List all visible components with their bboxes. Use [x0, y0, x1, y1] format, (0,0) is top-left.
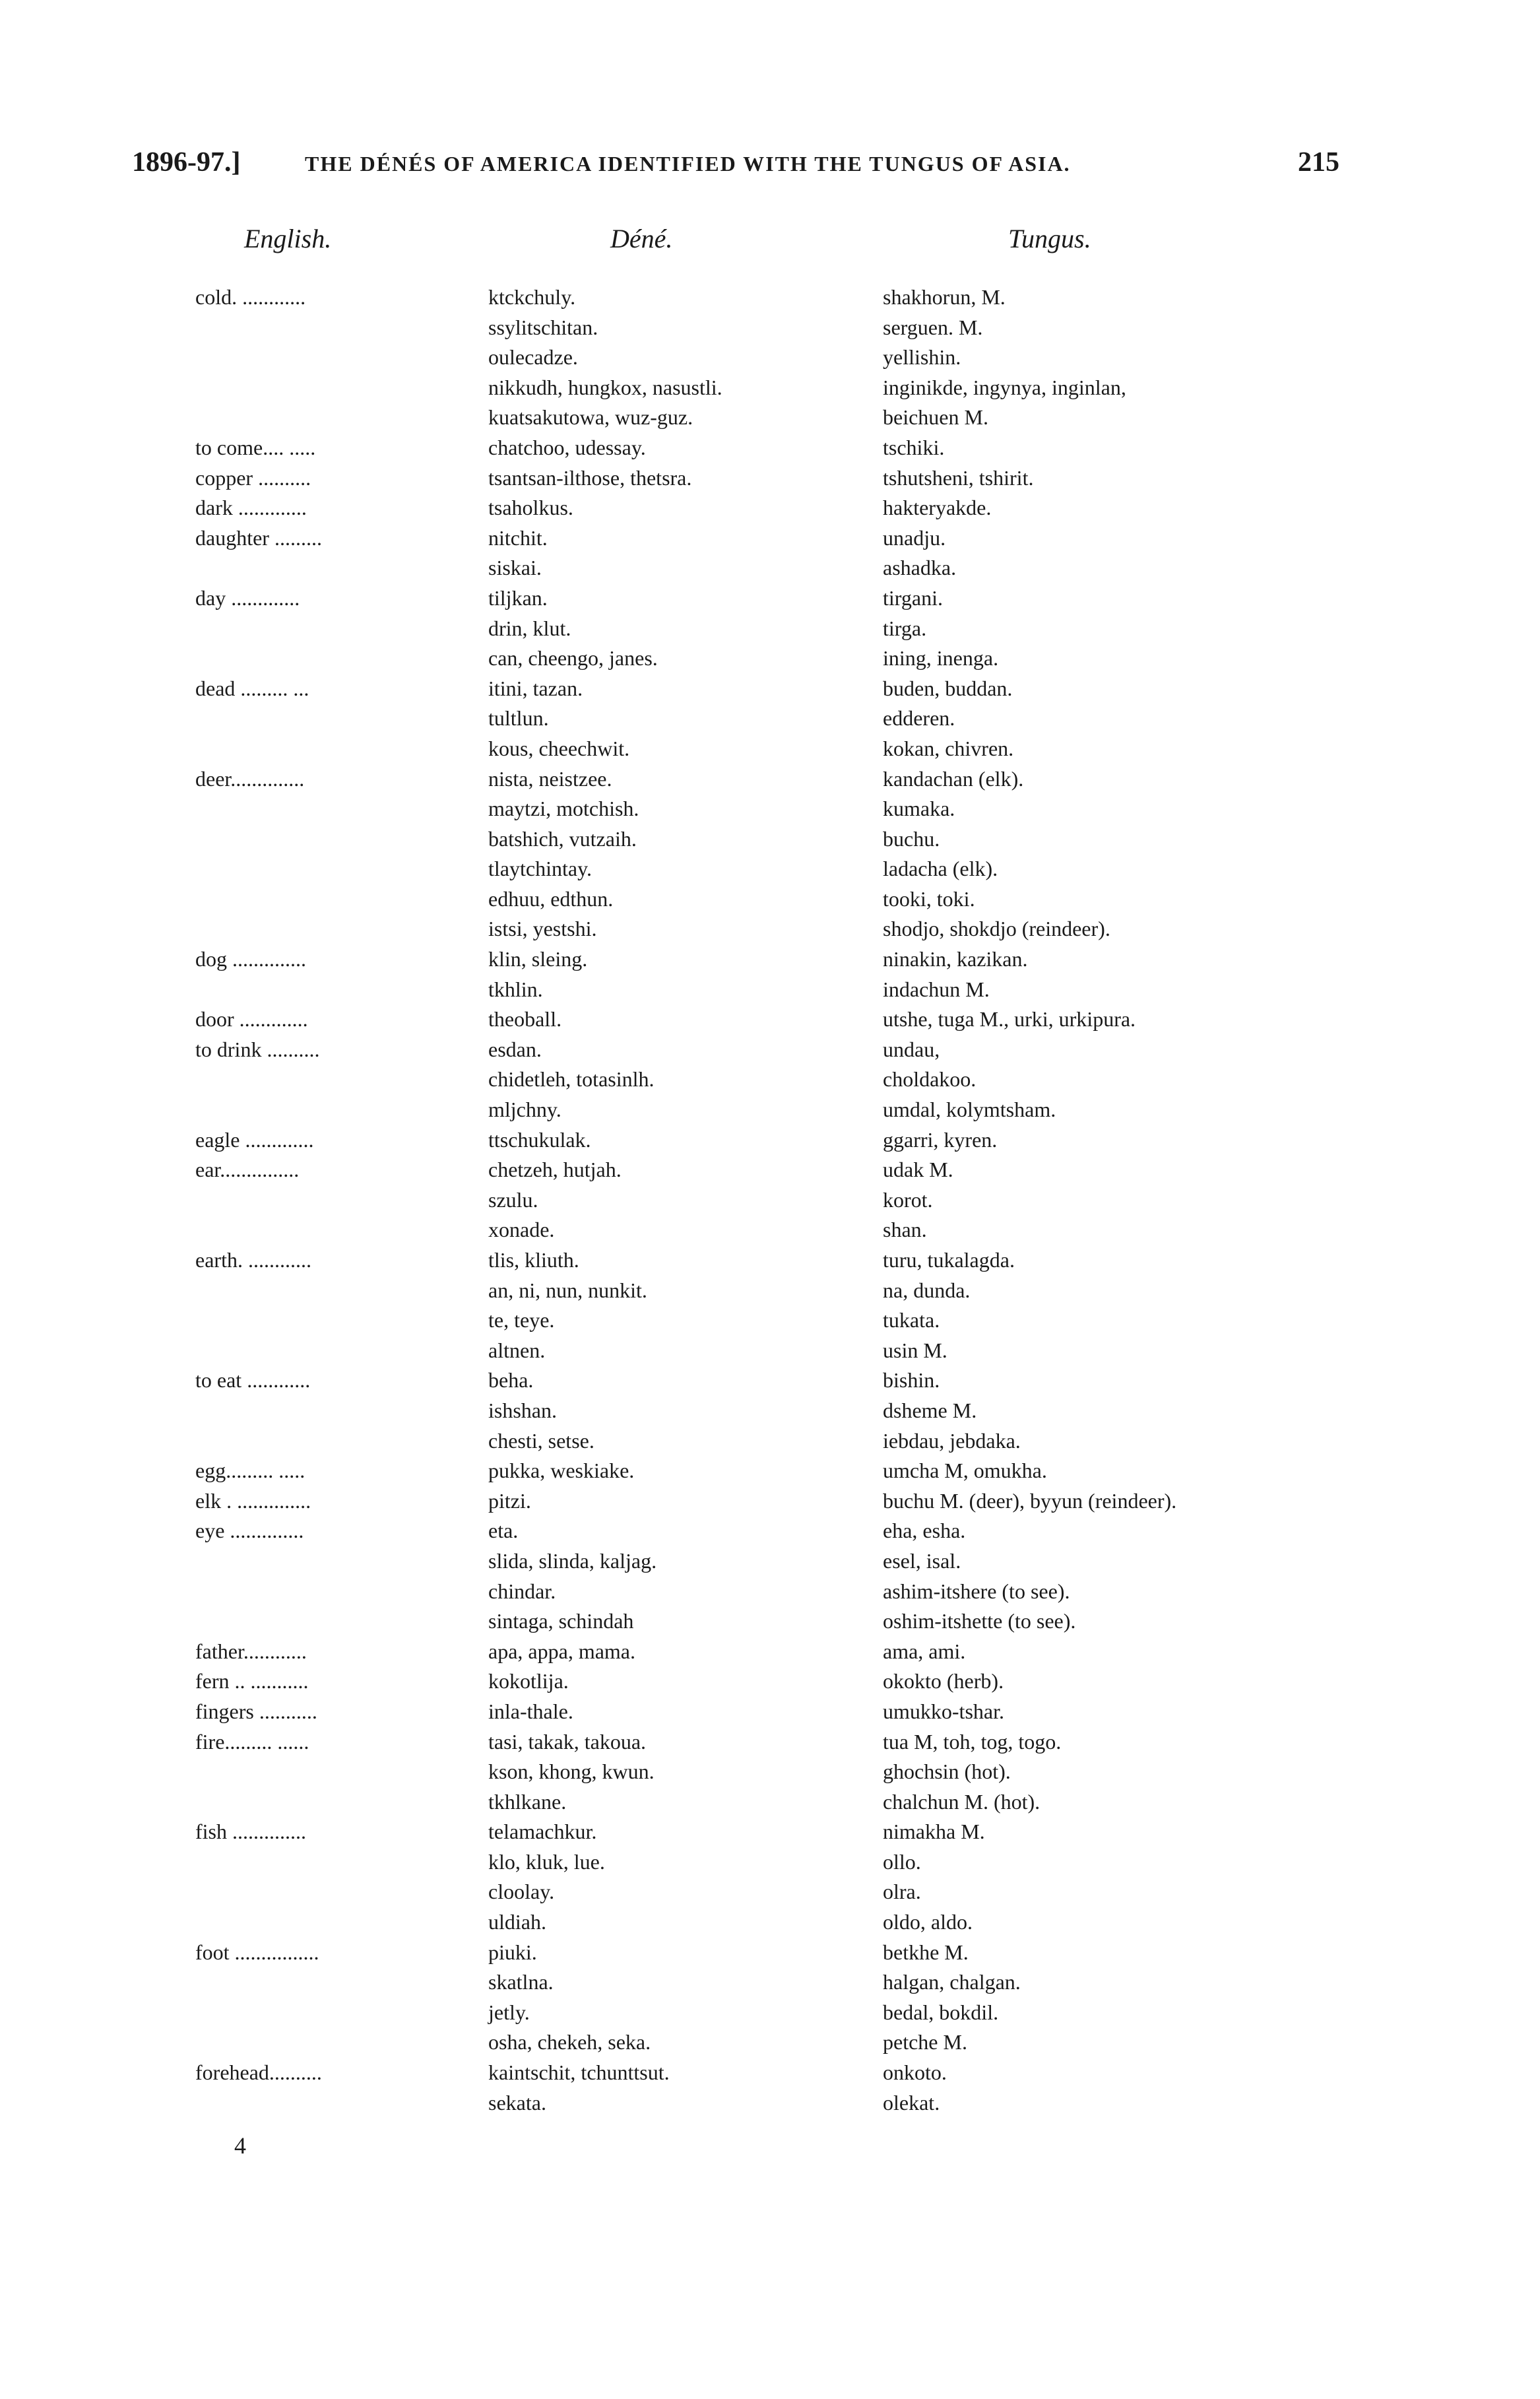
- table-row: [0, 614, 1540, 644]
- dene-word: chesti, setse.: [488, 1428, 594, 1453]
- table-row: [0, 1185, 1540, 1216]
- tungus-word: ining, inenga.: [883, 646, 999, 671]
- dene-word: istsi, yestshi.: [488, 917, 597, 941]
- english-word: dog ..............: [195, 947, 306, 971]
- dene-word: tkhlin.: [488, 977, 543, 1001]
- table-row: [0, 1727, 1540, 1758]
- tungus-word: tooki, toki.: [883, 886, 975, 911]
- dene-word: ssylitschitan.: [488, 315, 598, 339]
- dene-word: drin, klut.: [488, 616, 571, 640]
- english-word: fish ..............: [195, 1820, 306, 1844]
- tungus-word: umdal, kolymtsham.: [883, 1098, 1056, 1122]
- table-row: [0, 1877, 1540, 1907]
- dene-word: xonade.: [488, 1218, 555, 1242]
- table-row: [0, 704, 1540, 734]
- tungus-word: buden, buddan.: [883, 676, 1013, 700]
- english-word: dead ......... ...: [195, 676, 309, 700]
- dene-word: slida, slinda, kaljag.: [488, 1548, 657, 1573]
- tungus-word: hakteryakde.: [883, 496, 992, 520]
- table-row: [0, 1276, 1540, 1306]
- dene-word: tasi, takak, takoua.: [488, 1729, 647, 1754]
- tungus-word: kumaka.: [883, 797, 955, 821]
- table-row: [0, 1757, 1540, 1787]
- tungus-word: tschiki.: [883, 435, 945, 459]
- dene-word: theoball.: [488, 1007, 562, 1032]
- dene-word: maytzi, motchish.: [488, 797, 639, 821]
- table-row: [0, 1938, 1540, 1968]
- dene-word: osha, chekeh, seka.: [488, 2030, 651, 2054]
- tungus-word: tukata.: [883, 1308, 940, 1332]
- table-row: [0, 282, 1540, 313]
- table-row: [0, 403, 1540, 433]
- table-row: [0, 643, 1540, 674]
- english-word: day .............: [195, 585, 300, 610]
- table-row: [0, 1245, 1540, 1276]
- dene-word: piuki.: [488, 1940, 537, 1964]
- tungus-word: tua M, toh, tog, togo.: [883, 1729, 1062, 1754]
- table-row: [0, 1998, 1540, 2028]
- dene-word: tiljkan.: [488, 585, 548, 610]
- tungus-word: ashim-itshere (to see).: [883, 1579, 1070, 1603]
- dene-word: nista, neistzee.: [488, 766, 612, 791]
- column-heading-tungus: Tungus.: [1008, 224, 1091, 253]
- table-row: [0, 1155, 1540, 1185]
- table-row: [0, 1787, 1540, 1818]
- dene-word: pitzi.: [488, 1488, 531, 1513]
- table-row: [0, 1666, 1540, 1697]
- dene-word: szulu.: [488, 1187, 538, 1212]
- table-row: [0, 1486, 1540, 1517]
- english-word: fire......... ......: [195, 1729, 309, 1754]
- table-row: [0, 1095, 1540, 1125]
- dene-word: tsaholkus.: [488, 496, 573, 520]
- tungus-word: choldakoo.: [883, 1067, 977, 1092]
- english-word: fingers ...........: [195, 1699, 317, 1723]
- tungus-word: okokto (herb).: [883, 1669, 1004, 1693]
- tungus-word: betkhe M.: [883, 1940, 969, 1964]
- dene-word: kuatsakutowa, wuz-guz.: [488, 405, 693, 430]
- table-row: [0, 764, 1540, 795]
- running-title: THE DÉNÉS OF AMERICA IDENTIFIED WITH THE TUNGUS OF ASIA.: [305, 152, 1071, 176]
- tungus-word: tirgani.: [883, 585, 943, 610]
- tungus-word: unadju.: [883, 525, 946, 550]
- dene-word: uldiah.: [488, 1910, 546, 1934]
- tungus-word: inginikde, ingynya, inginlan,: [883, 375, 1126, 399]
- tungus-word: ama, ami.: [883, 1639, 966, 1663]
- english-word: foot ................: [195, 1940, 319, 1964]
- table-row: [0, 1125, 1540, 1156]
- tungus-word: turu, tukalagda.: [883, 1248, 1015, 1272]
- table-row: [0, 914, 1540, 944]
- tungus-word: buchu M. (deer), byyun (reindeer).: [883, 1488, 1177, 1513]
- table-row: [0, 1215, 1540, 1245]
- dene-word: kous, cheechwit.: [488, 736, 630, 760]
- tungus-word: olra.: [883, 1880, 921, 1904]
- dene-word: kokotlija.: [488, 1669, 569, 1693]
- english-word: father............: [195, 1639, 307, 1663]
- tungus-word: chalchun M. (hot).: [883, 1789, 1041, 1814]
- tungus-word: ninakin, kazikan.: [883, 947, 1028, 971]
- column-heading-english: English.: [244, 224, 332, 253]
- table-row: [0, 1606, 1540, 1637]
- tungus-word: nimakha M.: [883, 1820, 985, 1844]
- tungus-word: utshe, tuga M., urki, urkipura.: [883, 1007, 1136, 1032]
- table-row: [0, 1065, 1540, 1095]
- dene-word: klo, kluk, lue.: [488, 1849, 605, 1874]
- tungus-word: kandachan (elk).: [883, 766, 1024, 791]
- tungus-word: shodjo, shokdjo (reindeer).: [883, 917, 1110, 941]
- table-row: [0, 1817, 1540, 1847]
- table-row: [0, 1426, 1540, 1457]
- table-row: [0, 583, 1540, 614]
- tungus-word: tshutsheni, tshirit.: [883, 465, 1034, 490]
- english-word: to come.... .....: [195, 435, 316, 459]
- table-row: [0, 975, 1540, 1005]
- dene-word: chidetleh, totasinlh.: [488, 1067, 655, 1092]
- tungus-word: korot.: [883, 1187, 933, 1212]
- dene-word: oulecadze.: [488, 345, 578, 370]
- table-row: [0, 1907, 1540, 1938]
- table-row: [0, 313, 1540, 343]
- table-row: [0, 523, 1540, 554]
- dene-word: itini, tazan.: [488, 676, 583, 700]
- tungus-word: ladacha (elk).: [883, 857, 998, 881]
- dene-word: cloolay.: [488, 1880, 555, 1904]
- table-row: [0, 1697, 1540, 1727]
- dene-word: eta.: [488, 1519, 519, 1543]
- dene-word: apa, appa, mama.: [488, 1639, 635, 1663]
- english-word: forehead..........: [195, 2060, 322, 2085]
- tungus-word: esel, isal.: [883, 1548, 961, 1573]
- dene-word: altnen.: [488, 1338, 546, 1362]
- dene-word: pukka, weskiake.: [488, 1459, 635, 1483]
- dene-word: edhuu, edthun.: [488, 886, 614, 911]
- english-word: deer..............: [195, 766, 305, 791]
- tungus-word: beichuen M.: [883, 405, 988, 430]
- dene-word: siskai.: [488, 556, 542, 580]
- dene-word: tlaytchintay.: [488, 857, 592, 881]
- english-word: eye ..............: [195, 1519, 304, 1543]
- dene-word: sintaga, schindah: [488, 1609, 634, 1633]
- vocabulary-table: [0, 282, 1540, 2118]
- table-row: [0, 343, 1540, 373]
- tungus-word: iebdau, jebdaka.: [883, 1428, 1021, 1453]
- tungus-word: ggarri, kyren.: [883, 1127, 998, 1152]
- table-row: [0, 1546, 1540, 1577]
- dene-word: mljchny.: [488, 1098, 561, 1122]
- table-row: [0, 1336, 1540, 1366]
- table-row: [0, 1004, 1540, 1035]
- english-word: elk . ..............: [195, 1488, 311, 1513]
- dene-word: kson, khong, kwun.: [488, 1759, 655, 1784]
- table-row: [0, 493, 1540, 523]
- table-row: [0, 2027, 1540, 2058]
- tungus-word: edderen.: [883, 706, 955, 731]
- dene-word: telamachkur.: [488, 1820, 597, 1844]
- dene-word: nikkudh, hungkox, nasustli.: [488, 375, 722, 399]
- tungus-word: shakhorun, M.: [883, 285, 1006, 309]
- signature-mark: 4: [234, 2132, 246, 2159]
- tungus-word: shan.: [883, 1218, 927, 1242]
- dene-word: tkhlkane.: [488, 1789, 567, 1814]
- dene-word: chetzeh, hutjah.: [488, 1158, 622, 1182]
- dene-word: chindar.: [488, 1579, 556, 1603]
- table-row: [0, 674, 1540, 704]
- tungus-word: petche M.: [883, 2030, 967, 2054]
- tungus-word: tirga.: [883, 616, 927, 640]
- table-row: [0, 373, 1540, 403]
- dene-word: ttschukulak.: [488, 1127, 591, 1152]
- tungus-word: indachun M.: [883, 977, 990, 1001]
- tungus-word: ashadka.: [883, 556, 957, 580]
- table-row: [0, 734, 1540, 764]
- table-row: [0, 1035, 1540, 1065]
- table-row: [0, 794, 1540, 824]
- dene-word: ishshan.: [488, 1398, 557, 1422]
- table-row: [0, 433, 1540, 463]
- tungus-word: bedal, bokdil.: [883, 2000, 999, 2024]
- tungus-word: usin M.: [883, 1338, 947, 1362]
- dene-word: ktckchuly.: [488, 285, 576, 309]
- table-row: [0, 1365, 1540, 1396]
- tungus-word: ghochsin (hot).: [883, 1759, 1011, 1784]
- tungus-word: yellishin.: [883, 345, 961, 370]
- dene-word: skatlna.: [488, 1970, 554, 1994]
- tungus-word: kokan, chivren.: [883, 736, 1014, 760]
- page-number: 215: [1298, 147, 1339, 178]
- tungus-word: udak M.: [883, 1158, 953, 1182]
- table-row: [0, 463, 1540, 494]
- dene-word: an, ni, nun, nunkit.: [488, 1278, 647, 1302]
- tungus-word: bishin.: [883, 1368, 940, 1393]
- tungus-word: oshim-itshette (to see).: [883, 1609, 1076, 1633]
- english-word: daughter .........: [195, 525, 322, 550]
- english-word: cold. ............: [195, 285, 306, 309]
- tungus-word: halgan, chalgan.: [883, 1970, 1021, 1994]
- table-row: [0, 2088, 1540, 2119]
- english-word: fern .. ...........: [195, 1669, 309, 1693]
- dene-word: can, cheengo, janes.: [488, 646, 658, 671]
- english-word: dark .............: [195, 496, 307, 520]
- dene-word: tultlun.: [488, 706, 549, 731]
- table-row: [0, 1847, 1540, 1878]
- table-row: [0, 2058, 1540, 2088]
- table-row: [0, 1305, 1540, 1336]
- table-row: [0, 854, 1540, 884]
- dene-word: te, teye.: [488, 1308, 555, 1332]
- tungus-word: dsheme M.: [883, 1398, 977, 1422]
- table-row: [0, 944, 1540, 975]
- dene-word: chatchoo, udessay.: [488, 435, 646, 459]
- dene-word: tsantsan-ilthose, thetsra.: [488, 465, 692, 490]
- table-row: [0, 553, 1540, 583]
- table-row: [0, 824, 1540, 855]
- tungus-word: na, dunda.: [883, 1278, 971, 1302]
- table-row: [0, 1456, 1540, 1486]
- tungus-word: oldo, aldo.: [883, 1910, 973, 1934]
- table-row: [0, 1967, 1540, 1998]
- english-word: to eat ............: [195, 1368, 311, 1393]
- table-row: [0, 884, 1540, 915]
- tungus-word: ollo.: [883, 1849, 921, 1874]
- tungus-word: umcha M, omukha.: [883, 1459, 1047, 1483]
- english-word: ear...............: [195, 1158, 300, 1182]
- tungus-word: serguen. M.: [883, 315, 983, 339]
- dene-word: beha.: [488, 1368, 534, 1393]
- tungus-word: onkoto.: [883, 2060, 947, 2085]
- english-word: earth. ............: [195, 1248, 311, 1272]
- tungus-word: eha, esha.: [883, 1519, 966, 1543]
- table-row: [0, 1637, 1540, 1667]
- tungus-word: olekat.: [883, 2090, 940, 2115]
- dene-word: jetly.: [488, 2000, 530, 2024]
- tungus-word: undau,: [883, 1037, 940, 1061]
- tungus-word: buchu.: [883, 826, 940, 851]
- english-word: egg......... .....: [195, 1459, 305, 1483]
- dene-word: klin, sleing.: [488, 947, 588, 971]
- table-row: [0, 1516, 1540, 1546]
- table-row: [0, 1396, 1540, 1426]
- dene-word: esdan.: [488, 1037, 542, 1061]
- dene-word: nitchit.: [488, 525, 548, 550]
- dene-word: kaintschit, tchunttsut.: [488, 2060, 670, 2085]
- dene-word: sekata.: [488, 2090, 546, 2115]
- header-year: 1896-97.]: [132, 147, 241, 178]
- dene-word: batshich, vutzaih.: [488, 826, 637, 851]
- dene-word: inla-thale.: [488, 1699, 573, 1723]
- running-header: [132, 147, 1339, 186]
- column-heading-dene: Déné.: [610, 224, 673, 253]
- table-row: [0, 1577, 1540, 1607]
- english-word: to drink ..........: [195, 1037, 320, 1061]
- tungus-word: umukko-tshar.: [883, 1699, 1004, 1723]
- english-word: copper ..........: [195, 465, 311, 490]
- english-word: eagle .............: [195, 1127, 314, 1152]
- dene-word: tlis, kliuth.: [488, 1248, 579, 1272]
- english-word: door .............: [195, 1007, 308, 1032]
